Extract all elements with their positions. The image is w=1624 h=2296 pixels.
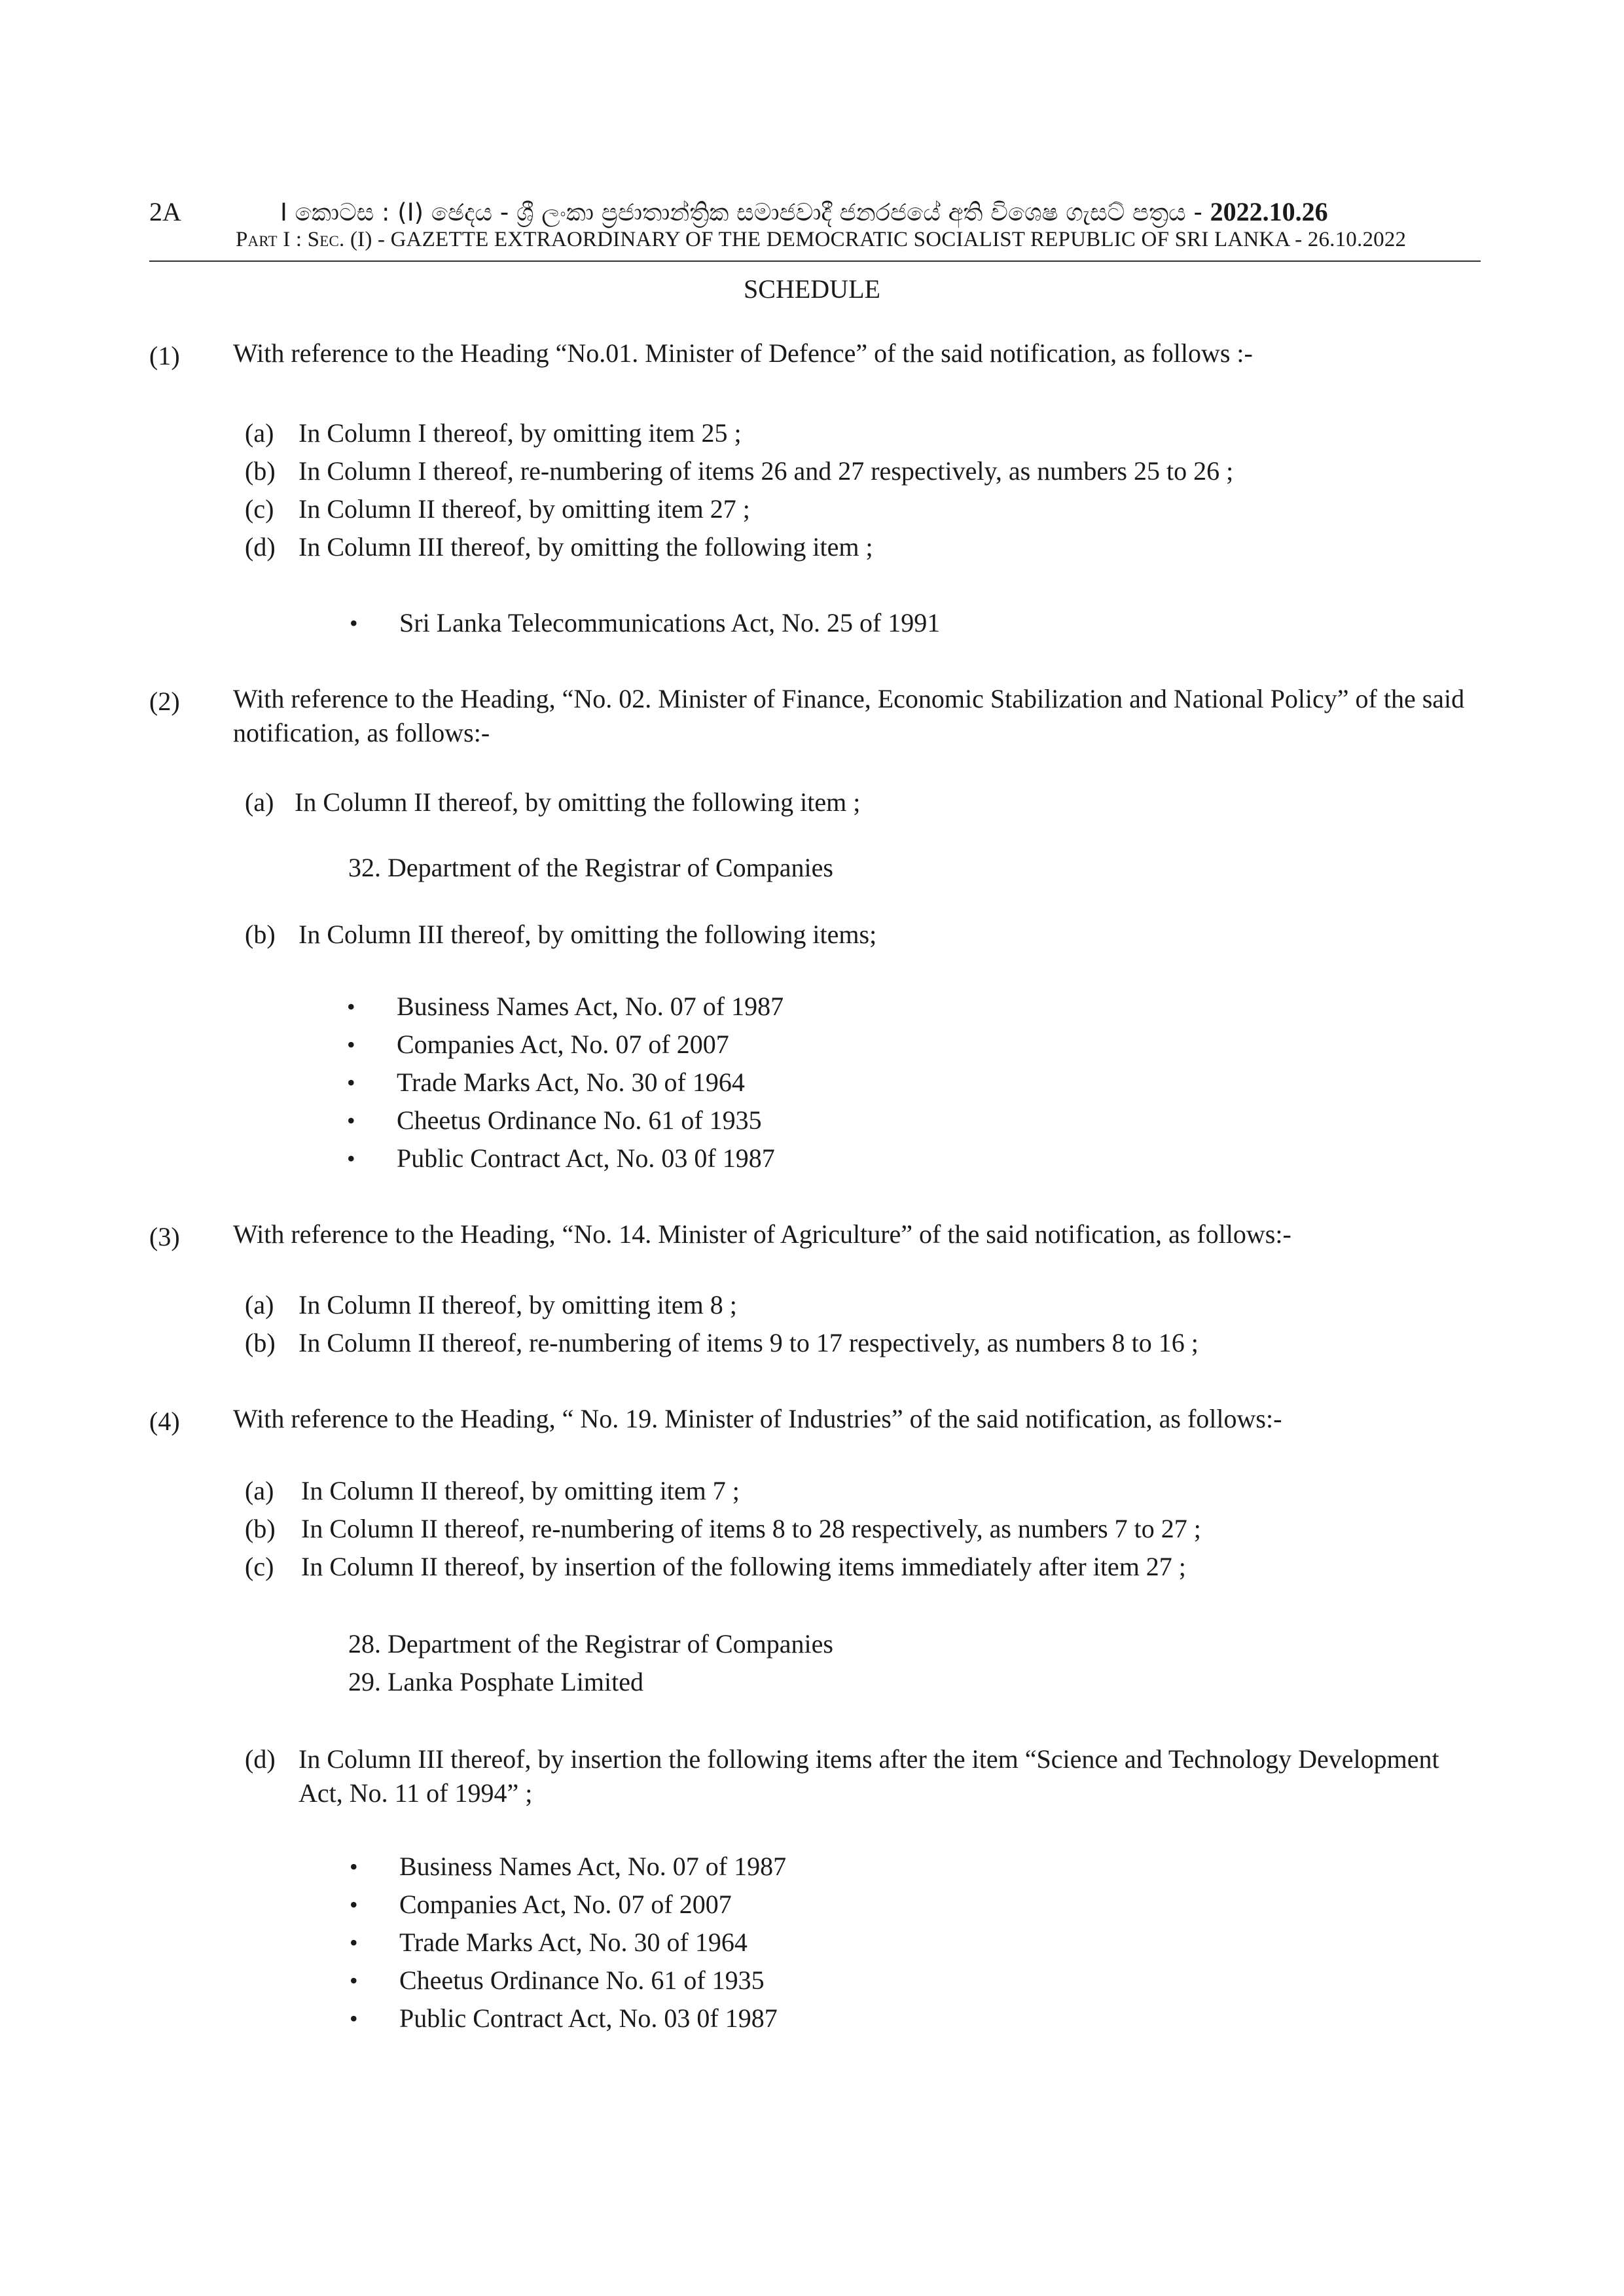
- item-label: (b): [245, 920, 276, 949]
- bullet-icon: •: [350, 1967, 358, 1994]
- bullet-item: Companies Act, No. 07 of 2007: [399, 1890, 732, 1919]
- section-text-line1: With reference to the Heading, “No. 02. Minister of Finance, Economic Stabilization and National Policy” of the said: [233, 684, 1465, 713]
- bullet-icon: •: [350, 1929, 358, 1956]
- bullet-icon: •: [347, 1107, 355, 1134]
- item-text-line1: In Column III thereof, by insertion the following items after the item “Science and Technology Development: [298, 1744, 1439, 1774]
- bullet-icon: •: [350, 2005, 358, 2032]
- english-header-part: Part I : Sec.: [236, 228, 345, 251]
- section-number: (3): [149, 1222, 180, 1251]
- bullet-icon: •: [347, 1145, 355, 1172]
- bullet-item: Cheetus Ordinance No. 61 of 1935: [399, 1965, 765, 1995]
- section-text: With reference to the Heading, “ No. 19. Minister of Industries” of the said notification, as follows:-: [233, 1404, 1282, 1433]
- section-text: With reference to the Heading “No.01. Minister of Defence” of the said notification, as follows :-: [233, 338, 1253, 368]
- item-text: In Column III thereof, by omitting the following items;: [298, 920, 877, 949]
- bullet-item: Public Contract Act, No. 03 0f 1987: [399, 2003, 778, 2033]
- item-text: In Column III thereof, by omitting the following item ;: [298, 532, 873, 562]
- section-number: (4): [149, 1407, 180, 1436]
- item-text: In Column I thereof, by omitting item 25 ;: [298, 418, 742, 448]
- page-number: 2A: [149, 197, 181, 226]
- item-label: (b): [245, 1514, 276, 1543]
- english-header: [236, 228, 1406, 252]
- bullet-item: Business Names Act, No. 07 of 1987: [397, 992, 784, 1021]
- item-text: In Column II thereof, by omitting item 8 ;: [298, 1290, 737, 1319]
- sinhala-header: [280, 196, 1328, 227]
- item-text: In Column I thereof, re-numbering of items 26 and 27 respectively, as numbers 25 to 26 ;: [298, 456, 1234, 486]
- sinhala-header-text: I කොටස : (I) ඡෙදය - ශ්‍රී ලංකා ප්‍රජාතාන්ත්‍රික සමාජවාදී ජනරජයේ අති විශෙෂ ගැසට් පත්‍රය -: [280, 198, 1202, 226]
- bullet-item: Cheetus Ordinance No. 61 of 1935: [397, 1105, 762, 1135]
- item-text: In Column II thereof, by insertion of the following items immediately after item 27 ;: [301, 1552, 1186, 1581]
- bullet-item: Companies Act, No. 07 of 2007: [397, 1030, 729, 1059]
- bullet-item: Trade Marks Act, No. 30 of 1964: [399, 1928, 748, 1957]
- bullet-icon: •: [350, 1854, 358, 1880]
- item-text: In Column II thereof, by omitting item 27 ;: [298, 494, 750, 524]
- sinhala-header-date: 2022.10.26: [1210, 197, 1328, 226]
- item-label: (a): [245, 787, 274, 817]
- bullet-item: Public Contract Act, No. 03 0f 1987: [397, 1143, 775, 1173]
- item-label: (b): [245, 1328, 276, 1357]
- schedule-title: SCHEDULE: [744, 274, 880, 304]
- english-header-text: (I) - GAZETTE EXTRAORDINARY OF THE DEMOCRATIC SOCIALIST REPUBLIC OF SRI LANKA - 26.10.2022: [350, 228, 1407, 251]
- bullet-item: Business Names Act, No. 07 of 1987: [399, 1852, 787, 1881]
- bullet-item: Sri Lanka Telecommunications Act, No. 25 of 1991: [399, 608, 941, 637]
- item-text: In Column II thereof, by omitting item 7 ;: [301, 1476, 740, 1505]
- item-label: (a): [245, 1290, 274, 1319]
- header-rule: [149, 260, 1481, 262]
- item-label: (b): [245, 456, 276, 486]
- item-label: (d): [245, 1744, 276, 1774]
- item-label: (a): [245, 418, 274, 448]
- item-label: (c): [245, 1552, 274, 1581]
- section-number: (1): [149, 341, 180, 370]
- section-text: With reference to the Heading, “No. 14. Minister of Agriculture” of the said notification, as follows:-: [233, 1219, 1291, 1249]
- list-entry: 29. Lanka Posphate Limited: [348, 1667, 644, 1696]
- item-text-line2: Act, No. 11 of 1994” ;: [298, 1778, 533, 1808]
- bullet-icon: •: [347, 1069, 355, 1096]
- section-number: (2): [149, 687, 180, 716]
- bullet-icon: •: [347, 1031, 355, 1058]
- section-text-line2: notification, as follows:-: [233, 718, 490, 747]
- item-text: In Column II thereof, by omitting the following item ;: [295, 787, 861, 817]
- bullet-item: Trade Marks Act, No. 30 of 1964: [397, 1067, 745, 1097]
- item-label: (c): [245, 494, 274, 524]
- item-text: In Column II thereof, re-numbering of items 9 to 17 respectively, as numbers 8 to 16 ;: [298, 1328, 1199, 1357]
- item-label: (a): [245, 1476, 274, 1505]
- list-entry: 28. Department of the Registrar of Companies: [348, 1629, 833, 1659]
- list-entry: 32. Department of the Registrar of Companies: [348, 853, 833, 882]
- bullet-icon: •: [350, 610, 358, 636]
- item-text: In Column II thereof, re-numbering of items 8 to 28 respectively, as numbers 7 to 27 ;: [301, 1514, 1201, 1543]
- bullet-icon: •: [350, 1892, 358, 1918]
- item-label: (d): [245, 532, 276, 562]
- bullet-icon: •: [347, 994, 355, 1020]
